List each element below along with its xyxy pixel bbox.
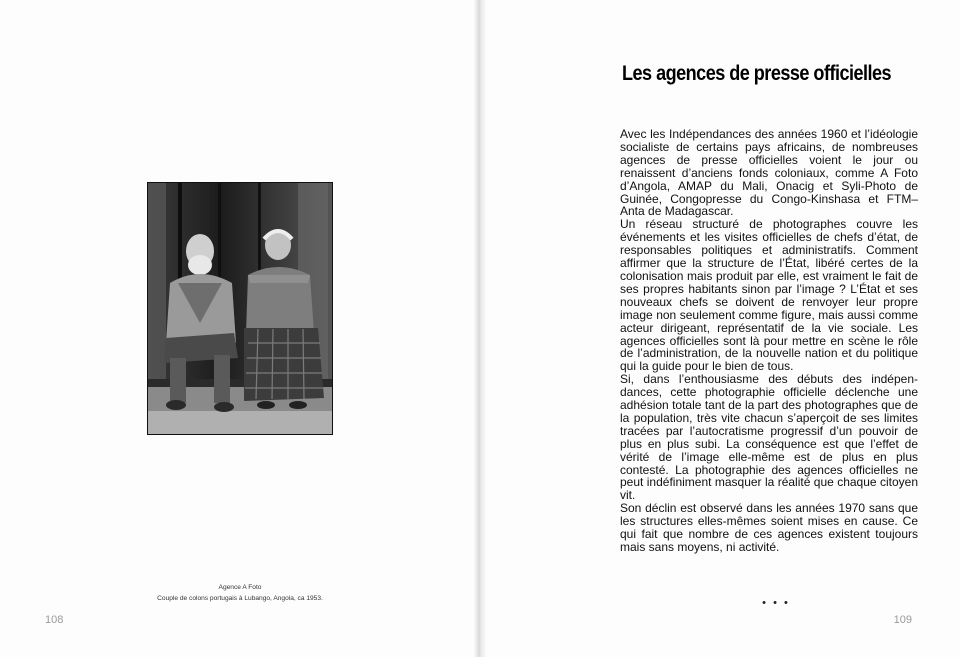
paragraph: Si, dans l’enthousiasme des débuts des indépendances, cette photographie officielle déclenche une adhésion totale tant de la part des photographes que de la population, très vite chacun s’aperçoit de ses limites tracées par l’autocratisme progressif d’un pouvoir de plus en plus subi. La conséquence est que l’effet de vérité de l’image elle-même est de plus en plus contesté. La photographie des agences officielles ne peut indéfiniment masquer la réalité que chaque citoyen vit.	[620, 372, 918, 503]
right-page	[486, 0, 960, 657]
photo-illustration	[148, 183, 332, 434]
photo-caption-text: Couple de colons portugais à Lubango, Angola, ca 1953.	[157, 595, 323, 602]
page-number-right: 109	[893, 614, 912, 626]
body-text	[620, 128, 918, 554]
chapter-title: Les agences de presse officielles	[622, 62, 892, 85]
book-gutter	[474, 0, 486, 657]
left-page	[0, 0, 474, 657]
page-number-left: 108	[45, 614, 64, 626]
photo-caption-title: Agence A Foto	[218, 584, 262, 591]
paragraph: Son déclin est observé dans les années 1970 sans que les structures elles-mêmes soient mises en cause. Ce qui fait que nombre de ces agences existent toujours mais sans moyens, ni activité.	[620, 501, 918, 554]
paragraph: Avec les Indépendances des années 1960 et l’idéologie socialiste de certains pays africains, de nombreuses agences de presse officielles voient le jour ou renaissent d’anciens fonds coloniaux, comme A Foto d’Angola, AMAP du Mali, Onacig et Syli-Photo de Guinée, Congopresse du Congo-Kinshasa et FTM–Anta de Madagascar.	[620, 127, 918, 219]
section-separator: • • •	[762, 597, 790, 609]
photograph-elderly-couple	[147, 182, 333, 435]
paragraph: Un réseau structuré de photographes couvre les événements et les visites officielles de chefs d’état, de responsables politiques et administratifs. Comment affirmer que la structure de l’État, libéré certes de la colonisation mais produit par elle, est vraiment le fait de ses propres habitants sinon par l’image ? L’État et ses nouveaux chefs se doivent de renvoyer leur propre image non seulement comme figure, mais aussi comme acteur dirigeant, représentatif de la vie sociale. Les agences officielles sont là pour mettre en scène le rôle de l’administration, de la nouvelle nation et du politique qui la guide pour le bien de tous.	[620, 217, 918, 374]
